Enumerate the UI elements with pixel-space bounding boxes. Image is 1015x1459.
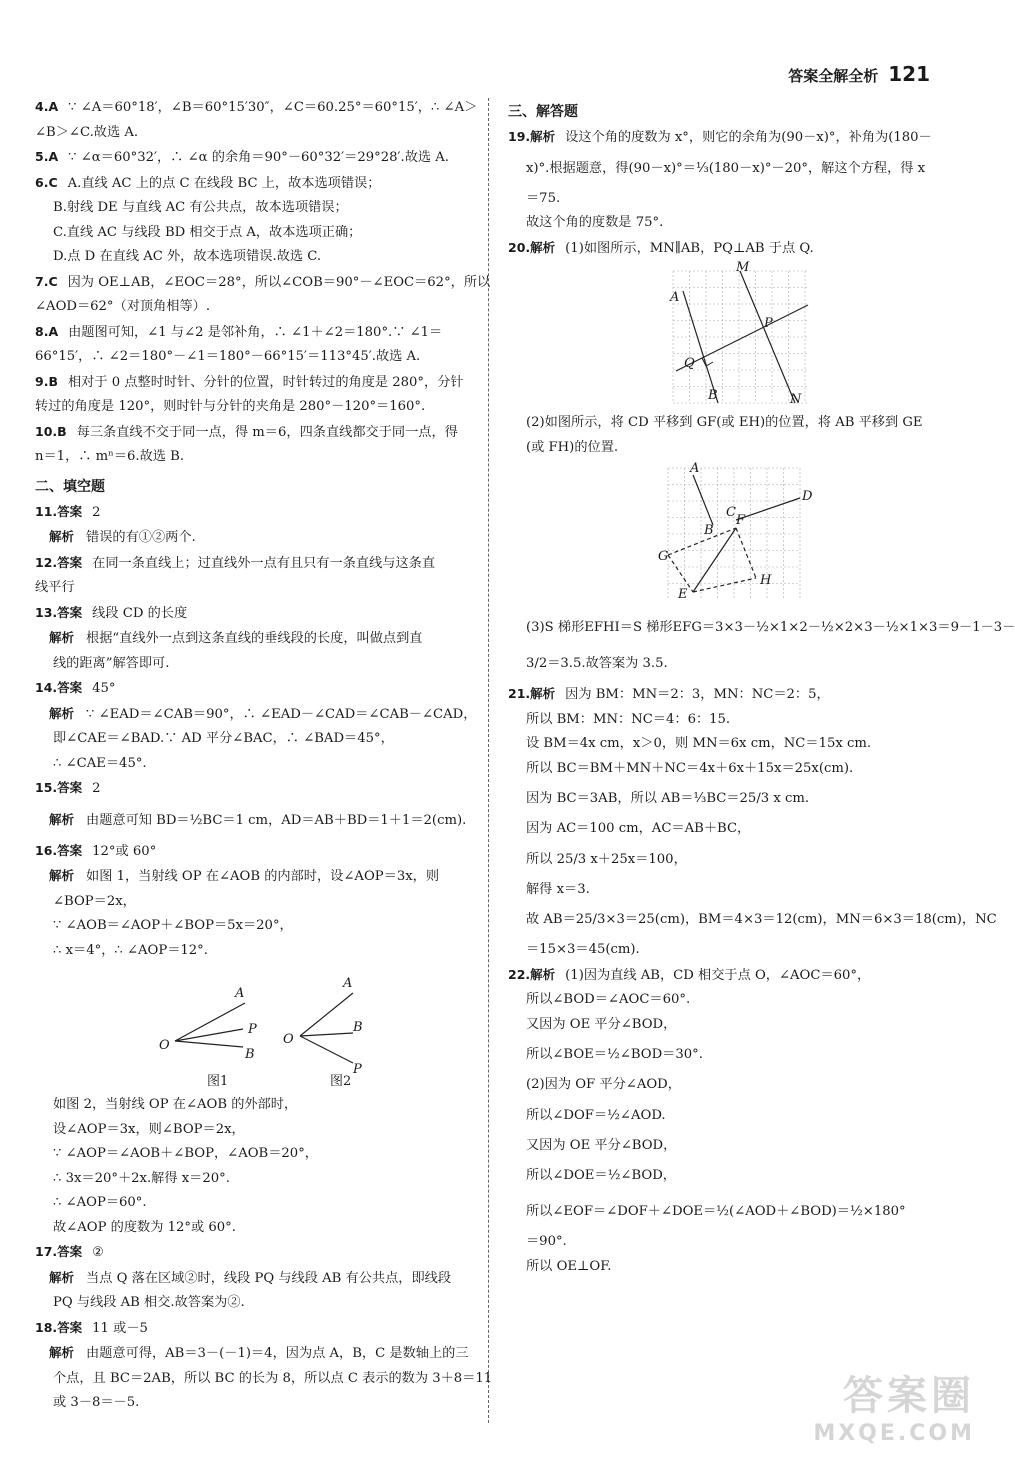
- label-e: E: [678, 587, 688, 602]
- text-line: [35, 1167, 480, 1192]
- line-text: 由题意可得，AB＝3－(－1)＝4，因为点 A，B，C 是数轴上的三: [86, 1346, 469, 1361]
- line-text: 由题意可知 BD＝½BC＝1 cm，AD＝AB＋BD＝1＋1＝2(cm).: [86, 812, 467, 828]
- question-number: 13.答案: [35, 604, 83, 620]
- line-text: 因为 BC＝3AB，所以 AB＝⅓BC＝25/3 x cm.: [526, 791, 810, 806]
- question-number: 11.答案: [35, 503, 83, 519]
- line-text: 即∠CAE＝∠BAD.∵ AD 平分∠BAC，∴ ∠BAD＝45°，: [53, 731, 394, 746]
- line-text: ∵ ∠AOB＝∠AOP＋∠BOP＝5x＝20°，: [53, 918, 293, 933]
- analysis-tag: 解析: [49, 630, 75, 645]
- ray-oa-fig2: [300, 993, 353, 1036]
- text-line: [35, 121, 480, 146]
- grid2-svg: [508, 460, 948, 610]
- line-text: ＝90°.: [526, 1234, 567, 1249]
- line-text: ②: [92, 1245, 104, 1260]
- analysis-tag: 解析: [49, 705, 75, 721]
- line-text: 所以 BM：MN：NC＝4：6：15.: [526, 711, 731, 727]
- text-line: [508, 436, 958, 461]
- figure-grid1: [508, 261, 958, 411]
- line-text: 或 3－8＝－5.: [53, 1395, 140, 1410]
- label-a-fig1: A: [235, 986, 245, 1001]
- line-text: 12°或 60°: [92, 843, 157, 859]
- question-number: 18.答案: [35, 1319, 83, 1335]
- text-line: [35, 221, 480, 246]
- right-angle-mark: [702, 358, 713, 366]
- text-line: [508, 963, 958, 989]
- line-text: 每三条直线不交于同一点，得 m＝6，四条直线都交于同一点，得: [76, 424, 458, 440]
- ray-ob-fig2: [300, 1033, 353, 1036]
- question-number: 15.答案: [35, 780, 83, 795]
- text-line: [35, 445, 480, 470]
- label-g: G: [658, 549, 669, 564]
- line-text: 相对于 0 点整时时针、分针的位置，时针转过的角度是 280°，分针: [67, 374, 464, 390]
- line-text: ∵ ∠α＝60°32′，∴ ∠α 的余角＝90°－60°32′＝29°28′.故选 A.: [68, 150, 449, 165]
- line-text: 由题图可知，∠1 与∠2 是邻补角，∴ ∠1＋∠2＝180°.∵ ∠1＝: [68, 324, 443, 340]
- line-text: 当点 Q 落在区域②时，线段 PQ 与线段 AB 有公共点，即线段: [86, 1270, 452, 1286]
- line-text: 线的距离”解答即可.: [53, 655, 170, 671]
- text-line: [35, 914, 480, 939]
- line-text: (3)S 梯形EFHI＝S 梯形EFG＝3×3－½×1×2－½×2×3－½×1×3＝9－1－3－: [526, 620, 1015, 635]
- line-text: 个点，且 BC＝2AB，所以 BC 的长为 8，所以点 C 表示的数为 3＋8＝11: [53, 1370, 493, 1386]
- line-text: ∴ ∠AOP＝60°.: [53, 1195, 147, 1210]
- question-number: 20.解析: [508, 239, 556, 255]
- line-text: ∠BOP＝2x，: [53, 893, 136, 909]
- text-line: [508, 842, 958, 878]
- line-text: 设这个角的度数为 x°，则它的余角为(90－x)°，补角为(180－: [565, 130, 932, 145]
- line-text: 线平行: [35, 580, 75, 595]
- figure-angles: [35, 963, 480, 1093]
- segment-eh-dashed: [693, 578, 756, 592]
- line-text: 又因为 OE 平分∠BOD，: [526, 1016, 677, 1032]
- analysis-tag: 解析: [49, 868, 75, 883]
- text-line: [508, 1098, 958, 1134]
- text-line: [508, 1255, 958, 1280]
- line-text: 因为 AC＝100 cm，AC＝AB＋BC，: [526, 821, 751, 836]
- text-line: [35, 802, 480, 839]
- text-line: [35, 864, 480, 890]
- line-text: 66°15′，∴ ∠2＝180°－∠1＝180°－66°15′＝113°45′.故选 A.: [35, 349, 421, 364]
- line-text: (2)如图所示，将 CD 平移到 GF(或 EH)的位置，将 AB 平移到 GE: [526, 415, 923, 430]
- line-text: 线段 CD 的长度: [92, 605, 188, 621]
- text-line: [35, 270, 491, 296]
- line-text: ∠B＞∠C.故选 A.: [35, 124, 139, 140]
- text-line: [35, 196, 480, 221]
- label-b-fig2: B: [353, 1020, 363, 1035]
- page-number: 121: [888, 62, 930, 86]
- grid-lines: [668, 468, 800, 598]
- line-text: (1)如图所示，MN∥AB，PQ⊥AB 于点 Q.: [565, 240, 814, 256]
- line-text: 因为 BM：MN＝2：3，MN：NC＝2：5，: [565, 687, 830, 702]
- section-heading: 三、解答题: [508, 104, 578, 120]
- text-line: [35, 525, 480, 551]
- text-line: [508, 938, 958, 963]
- text-line: [35, 676, 480, 702]
- line-text: 故∠AOP 的度数为 12°或 60°.: [53, 1219, 236, 1235]
- line-ab: [683, 291, 718, 403]
- text-line: [508, 708, 958, 733]
- text-line: [508, 1134, 958, 1159]
- label-o-fig1: O: [159, 1038, 170, 1053]
- section-heading: 二、填空题: [35, 478, 105, 495]
- analysis-tag: 解析: [49, 529, 75, 544]
- line-text: 3/2＝3.5.故答案为 3.5.: [526, 656, 668, 671]
- text-line: [508, 757, 958, 782]
- line-text: 所以 25/3 x＋25x＝100，: [526, 851, 687, 867]
- label-b-fig1: B: [245, 1047, 255, 1062]
- text-line: [35, 171, 480, 197]
- line-text: 45°: [92, 681, 116, 696]
- question-number: 6.C: [35, 174, 58, 190]
- text-line: [35, 320, 480, 346]
- line-text: C.直线 AC 与线段 BD 相交于点 A，故本选项正确；: [53, 224, 362, 240]
- text-line: [35, 295, 480, 320]
- question-number: 16.答案: [35, 842, 83, 858]
- text-line: [508, 988, 958, 1013]
- text-line: [35, 1093, 480, 1118]
- text-line: [35, 1316, 480, 1342]
- line-text: 所以∠EOF＝∠DOF＋∠DOE＝½(∠AOD＋∠BOD)＝½×180°: [526, 1204, 906, 1219]
- text-line: [35, 1142, 480, 1167]
- question-number: 14.答案: [35, 680, 83, 695]
- text-line: [35, 727, 480, 752]
- text-line: [508, 610, 1015, 646]
- fig2-caption: 图2: [330, 1074, 352, 1089]
- watermark-top: 答案圈: [843, 1373, 975, 1419]
- ray-op-fig2: [300, 1036, 353, 1063]
- line-text: 所以∠BOE＝½∠BOD＝30°.: [526, 1047, 703, 1062]
- text-line: [508, 682, 958, 708]
- text-line: [508, 1037, 958, 1073]
- line-text: 2: [92, 781, 101, 796]
- text-line: [508, 732, 958, 757]
- text-line: [35, 245, 480, 270]
- line-text: n＝1，∴ mⁿ＝6.故选 B.: [35, 449, 185, 464]
- text-line: [508, 1230, 958, 1255]
- text-line: [35, 601, 480, 627]
- figure-grid2: [508, 460, 958, 610]
- label-p: P: [764, 316, 773, 331]
- line-text: 所以∠DOE＝½∠BOD，: [526, 1168, 676, 1183]
- line-pq: [676, 305, 808, 371]
- line-text: ∵ ∠EAD＝∠CAB＝90°，∴ ∠EAD－∠CAD＝∠CAB－∠CAD，: [86, 706, 477, 722]
- text-line: [35, 420, 480, 446]
- line-text: 设∠AOP＝3x，则∠BOP＝2x，: [53, 1121, 245, 1137]
- line-text: (1)因为直线 AB，CD 相交于点 O，∠AOC＝60°，: [565, 967, 871, 983]
- text-line: [35, 1391, 480, 1416]
- line-text: 所以∠DOF＝½∠AOD.: [526, 1107, 666, 1123]
- line-text: 所以 OE⊥OF.: [526, 1258, 612, 1274]
- question-number: 4.A: [35, 99, 59, 114]
- line-text: 2: [92, 504, 101, 520]
- text-line: [508, 781, 958, 817]
- header-title: 答案全解全析: [788, 67, 879, 85]
- line-text: (2)因为 OF 平分∠AOD，: [526, 1077, 681, 1092]
- text-line: [35, 1240, 480, 1266]
- watermark-logo: [775, 1364, 975, 1444]
- text-line: [508, 1158, 958, 1194]
- text-line: [35, 1341, 480, 1367]
- text-line: [35, 395, 480, 420]
- line-text: 设 BM＝4x cm，x＞0，则 MN＝6x cm，NC＝15x cm.: [526, 736, 872, 751]
- text-line: [508, 411, 958, 436]
- fig1-caption: 图1: [207, 1074, 229, 1089]
- line-text: ∵ ∠A＝60°18′，∠B＝60°15′30″，∠C＝60.25°＝60°15′，∴ ∠A＞: [68, 100, 478, 115]
- line-text: A.直线 AC 上的点 C 在线段 BC 上，故本选项错误；: [67, 175, 381, 191]
- question-number: 5.A: [35, 149, 59, 164]
- text-line: [35, 1367, 493, 1392]
- segment-ef: [693, 528, 736, 592]
- text-line: [35, 839, 480, 865]
- right-column: [508, 95, 1015, 1279]
- text-line: [35, 500, 480, 526]
- text-line: [35, 776, 480, 802]
- text-line: [35, 626, 480, 652]
- left-column: [35, 95, 493, 1416]
- question-number: 22.解析: [508, 966, 556, 982]
- text-line: [508, 902, 997, 938]
- text-line: [35, 370, 480, 396]
- line-text: 如图 1，当射线 OP 在∠AOB 的内部时，设∠AOP＝3x，则: [86, 869, 440, 884]
- line-text: x)°.根据题意，得(90－x)°＝⅓(180－x)°－20°，解这个方程，得 x: [526, 160, 926, 176]
- grid1-svg: [508, 261, 948, 411]
- watermark-bottom: MXQE.COM: [813, 1421, 975, 1446]
- question-number: 21.解析: [508, 686, 556, 701]
- text-line: [35, 145, 480, 171]
- text-line: [35, 1191, 480, 1216]
- grid-lines: [673, 271, 808, 403]
- label-b: B: [704, 523, 714, 538]
- line-text: 错误的有①②两个.: [86, 530, 196, 545]
- line-text: PQ 与线段 AB 相交.故答案为②.: [53, 1295, 245, 1310]
- label-o-fig2: O: [283, 1032, 294, 1047]
- line-text: 所以 BC＝BM＋MN＋NC＝4x＋6x＋15x＝25x(cm).: [526, 760, 854, 776]
- text-line: [508, 1073, 958, 1098]
- text-line: [508, 817, 958, 842]
- line-text: 在同一条直线上；过直线外一点有且只有一条直线与这条直: [92, 555, 436, 571]
- line-text: 所以∠BOD＝∠AOC＝60°.: [526, 992, 691, 1007]
- text-line: [35, 1216, 480, 1241]
- text-line: [35, 702, 480, 728]
- question-number: 12.答案: [35, 554, 83, 570]
- ray-ob-fig1: [175, 1041, 243, 1047]
- analysis-tag: 解析: [49, 1345, 75, 1360]
- text-line: [35, 652, 480, 677]
- text-line: [508, 236, 958, 262]
- text-line: [508, 211, 958, 236]
- line-text: 又因为 OE 平分∠BOD，: [526, 1137, 677, 1153]
- label-a: A: [690, 461, 700, 476]
- question-number: 9.B: [35, 373, 58, 389]
- label-q: Q: [684, 356, 695, 371]
- text-line: [508, 878, 958, 903]
- text-line: [508, 151, 958, 187]
- question-number: 10.B: [35, 423, 67, 439]
- text-line: [35, 1291, 480, 1316]
- line-text: B.射线 DE 与直线 AC 有公共点，故本选项错误；: [53, 200, 348, 215]
- text-line: [508, 646, 958, 682]
- label-n: N: [790, 392, 802, 407]
- line-text: ∴ 3x＝20°＋2x.解得 x＝20°.: [53, 1170, 230, 1186]
- text-line: [508, 125, 958, 151]
- label-d: D: [802, 489, 813, 504]
- line-text: 如图 2，当射线 OP 在∠AOB 的外部时，: [53, 1097, 298, 1112]
- page-header: [788, 62, 930, 86]
- label-m: M: [736, 260, 750, 275]
- text-line: [35, 752, 480, 777]
- analysis-tag: 解析: [49, 811, 75, 827]
- line-text: ∠AOD＝62°（对顶角相等）.: [35, 299, 211, 314]
- segment-gf-dashed: [668, 528, 736, 555]
- line-text: (或 FH)的位置.: [526, 439, 619, 455]
- text-line: [35, 890, 480, 915]
- line-text: D.点 D 在直线 AC 外，故本选项错误.故选 C.: [53, 249, 322, 264]
- label-c: C: [726, 505, 736, 520]
- label-a-fig2: A: [343, 976, 353, 991]
- line-text: 故这个角的度数是 75°.: [526, 215, 664, 230]
- label-b: B: [708, 388, 718, 403]
- line-text: 根据“直线外一点到这条直线的垂线段的长度，叫做点到直: [86, 631, 423, 646]
- segment-fh-dashed: [736, 528, 756, 578]
- text-line: [508, 1194, 958, 1230]
- line-text: 转过的角度是 120°，则时针与分针的夹角是 280°－120°＝160°.: [35, 399, 426, 414]
- analysis-tag: 解析: [49, 1269, 75, 1285]
- line-text: ＝15×3＝45(cm).: [526, 942, 640, 957]
- line-text: 解得 x＝3.: [526, 881, 590, 897]
- label-p-fig2: P: [353, 1062, 362, 1077]
- text-line: [35, 345, 480, 370]
- text-line: [508, 1013, 958, 1038]
- text-line: [35, 1118, 480, 1143]
- text-line: [35, 939, 480, 964]
- text-line: [35, 551, 480, 577]
- question-number: 8.A: [35, 323, 59, 339]
- text-line: [35, 576, 480, 601]
- line-text: ＝75.: [526, 190, 561, 206]
- label-a: A: [670, 290, 680, 305]
- label-h: H: [760, 573, 772, 588]
- line-text: ∵ ∠AOP＝∠AOB＋∠BOP，∠AOB＝20°，: [53, 1146, 318, 1161]
- line-text: 故 AB＝25/3×3＝25(cm)，BM＝4×3＝12(cm)，MN＝6×3＝18(cm)，NC: [526, 912, 997, 927]
- column-divider: [488, 98, 489, 1423]
- text-line: [35, 95, 480, 121]
- angles-svg: [35, 963, 475, 1093]
- line-text: ∴ x＝4°，∴ ∠AOP＝12°.: [53, 942, 208, 958]
- question-number: 17.答案: [35, 1244, 83, 1259]
- question-number: 19.解析: [508, 129, 556, 144]
- label-p-fig1: P: [248, 1022, 257, 1037]
- text-line: [35, 1266, 480, 1292]
- question-number: 7.C: [35, 273, 58, 289]
- label-f: F: [736, 513, 746, 528]
- line-text: 11 或－5: [92, 1320, 148, 1336]
- line-text: ∴ ∠CAE＝45°.: [53, 755, 147, 771]
- line-text: 因为 OE⊥AB，∠EOC＝28°，所以∠COB＝90°－∠EOC＝62°，所以: [67, 274, 491, 290]
- text-line: [508, 187, 958, 212]
